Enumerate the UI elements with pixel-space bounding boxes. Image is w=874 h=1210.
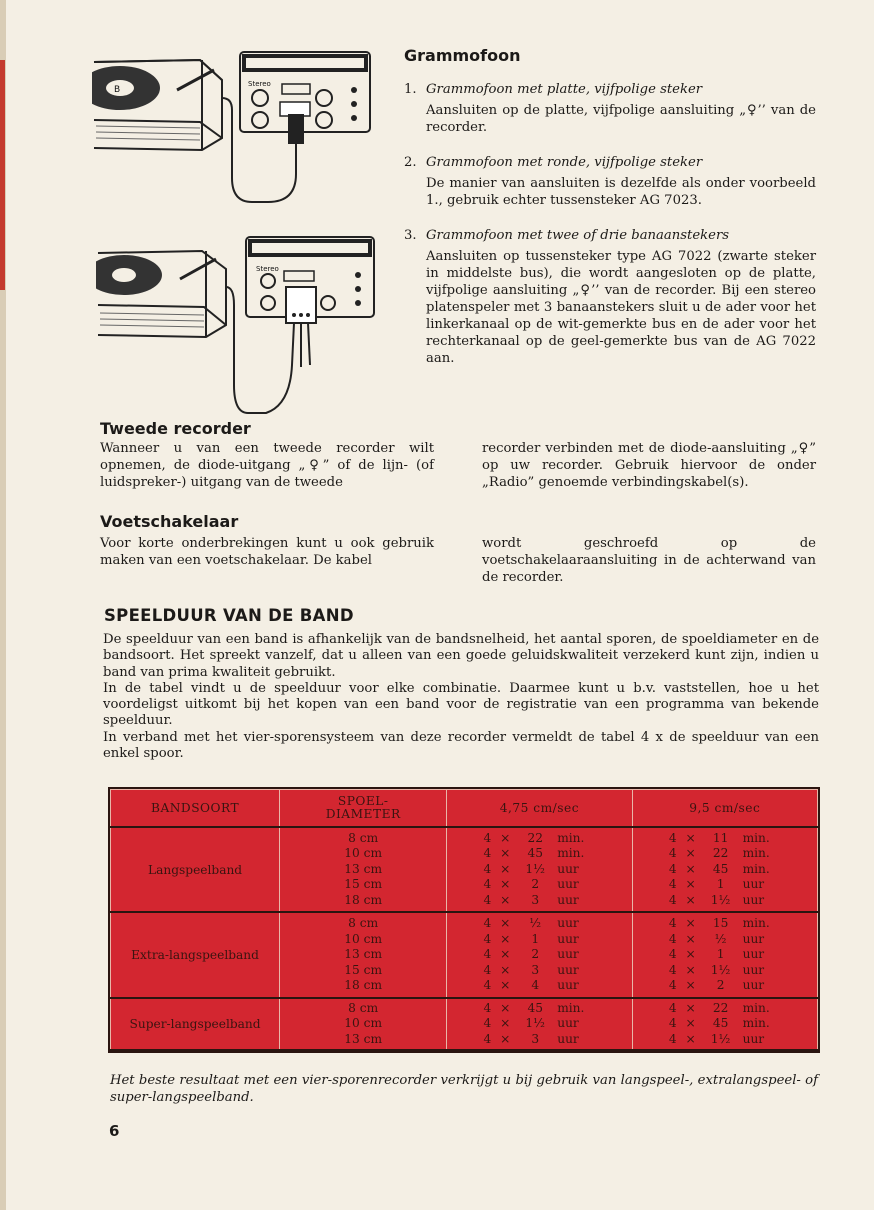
grammofoon-section xyxy=(404,46,816,385)
duration-part: 4 xyxy=(483,830,492,845)
duration-value xyxy=(637,893,813,909)
grammofoon-title: Grammofoon xyxy=(404,46,521,65)
tweede-recorder-title: Tweede recorder xyxy=(100,419,251,438)
duration-value xyxy=(637,1032,813,1048)
duration-value xyxy=(451,963,627,979)
diameter-value: 10 cm xyxy=(344,1016,383,1031)
duration-part: 4 xyxy=(668,916,677,931)
turntable-recorder-drawing-1 xyxy=(92,50,392,210)
duration-part: 4 xyxy=(668,962,677,977)
duration-part: 4 xyxy=(668,978,677,993)
duration-part: × xyxy=(685,931,696,946)
diameter-value: 8 cm xyxy=(348,1000,379,1015)
duration-part: uur xyxy=(742,877,765,892)
table-row xyxy=(111,912,818,997)
header-diameter xyxy=(280,790,447,828)
duration-part: 1 xyxy=(716,947,725,962)
duration-95-cell xyxy=(632,827,817,912)
duration-part: 2 xyxy=(531,947,540,962)
duration-part: 3 xyxy=(531,892,540,907)
duration-value xyxy=(637,862,813,878)
item-number: 1. xyxy=(404,82,417,97)
duration-part: 1 xyxy=(716,877,725,892)
speelduur-text xyxy=(103,632,819,762)
duration-part: uur xyxy=(557,1031,579,1046)
header-speed-475: 4,75 cm/sec xyxy=(447,790,632,828)
duration-part: 4 xyxy=(668,931,677,946)
duration-part: 22 xyxy=(712,846,729,861)
duration-part: 45 xyxy=(527,1000,543,1015)
duration-value xyxy=(451,846,627,862)
duration-part: 3 xyxy=(531,962,540,977)
duration-value xyxy=(451,877,627,893)
illustration-flat-plug xyxy=(92,50,392,210)
page-number: 6 xyxy=(109,1122,120,1140)
duration-part: 4 xyxy=(668,877,677,892)
duration-part: 4 xyxy=(668,846,677,861)
duration-value xyxy=(451,947,627,963)
duration-part: × xyxy=(500,830,511,845)
duration-part: 4 xyxy=(483,1031,492,1046)
duration-part: × xyxy=(685,846,696,861)
duration-value xyxy=(451,978,627,994)
duration-value xyxy=(637,1001,813,1017)
diameter-value: 15 cm xyxy=(344,877,383,892)
duration-part: 4 xyxy=(483,846,492,861)
duration-part: 4 xyxy=(668,1000,677,1015)
grammofoon-item-2 xyxy=(404,154,816,209)
diameter-value: 10 cm xyxy=(344,931,383,946)
grammofoon-item-3 xyxy=(404,227,816,367)
header-bandsoort: BANDSOORT xyxy=(111,790,280,828)
duration-value xyxy=(451,1016,627,1032)
duration-part: × xyxy=(500,1000,511,1015)
duration-part: 4 xyxy=(483,877,492,892)
duration-part: uur xyxy=(742,962,765,977)
item-title: Grammofoon met platte, vijfpolige steker xyxy=(426,82,703,97)
duration-part: uur xyxy=(557,1016,579,1031)
duration-part: × xyxy=(685,1016,696,1031)
voetschakelaar-text xyxy=(100,535,816,586)
tweede-col-2: recorder verbinden met de diode-aansluiting „♀” op uw recorder. Gebruik hiervoor de onder „Radio” genoemde verbindingskabel(s). xyxy=(482,441,816,490)
duration-part: × xyxy=(685,892,696,907)
duration-part: uur xyxy=(742,947,765,962)
duration-part: 22 xyxy=(527,830,543,845)
duration-part: × xyxy=(685,962,696,977)
duration-value xyxy=(637,831,813,847)
band-type-cell: Extra-langspeelband xyxy=(111,912,280,997)
duration-part: min. xyxy=(557,846,585,861)
duration-value xyxy=(451,862,627,878)
duration-part: min. xyxy=(742,861,770,876)
duration-part: × xyxy=(685,947,696,962)
diameter-value: 8 cm xyxy=(348,830,379,845)
duration-part: × xyxy=(500,1031,511,1046)
duration-475-cell xyxy=(447,827,632,912)
duration-part: × xyxy=(685,1000,696,1015)
diameter-value: 13 cm xyxy=(344,861,383,876)
duration-part: 2 xyxy=(531,877,540,892)
duration-part: 45 xyxy=(712,861,729,876)
diameter-cell xyxy=(280,998,447,1050)
stereo-label-2: Stereo xyxy=(256,265,279,273)
item-title: Grammofoon met twee of drie banaanstekers xyxy=(426,228,730,243)
duration-part: uur xyxy=(557,892,579,907)
duration-part: × xyxy=(500,916,511,931)
duration-part: min. xyxy=(742,916,770,931)
turntable-recorder-drawing-2 xyxy=(96,235,386,420)
duration-part: 4 xyxy=(668,830,677,845)
item-number: 3. xyxy=(404,228,417,243)
duration-part: × xyxy=(685,830,696,845)
duration-part: 45 xyxy=(712,1016,729,1031)
duration-part: uur xyxy=(557,962,579,977)
table-row xyxy=(111,827,818,912)
duration-part: uur xyxy=(557,978,579,993)
duration-475-cell xyxy=(447,998,632,1050)
duration-part: × xyxy=(500,892,511,907)
duration-part: 1½ xyxy=(710,892,731,907)
diameter-value: 13 cm xyxy=(344,947,383,962)
duration-part: 2 xyxy=(716,978,725,993)
duration-part: 4 xyxy=(668,892,677,907)
header-diameter-line2: DIAMETER xyxy=(325,807,401,821)
duration-95-cell xyxy=(632,912,817,997)
duration-value xyxy=(451,831,627,847)
diameter-value: 13 cm xyxy=(344,1031,383,1046)
speelduur-paragraph-2: In de tabel vindt u de speelduur voor elke combinatie. Daarmee kunt u b.v. vaststellen, hoe u het voordeligst uitkomt bij het kopen van een band voor de registratie van een programma van bekende speelduur. xyxy=(103,680,819,729)
duration-part: uur xyxy=(742,1031,765,1046)
duration-part: 1½ xyxy=(710,1031,731,1046)
duration-part: min. xyxy=(742,830,770,845)
item-body: Aansluiten op de platte, vijfpolige aansluiting „♀’’ van de recorder. xyxy=(426,103,816,135)
duration-part: × xyxy=(500,1016,511,1031)
duration-part: 4 xyxy=(483,1000,492,1015)
duration-part: 4 xyxy=(483,1016,492,1031)
duration-part: × xyxy=(500,861,511,876)
tweede-col-1: Wanneer u van een tweede recorder wilt opnemen, de diode-uitgang „♀” of de lijn- (of luidspreker-) uitgang van de tweede xyxy=(100,441,434,490)
duration-part: 4 xyxy=(668,947,677,962)
speelduur-table xyxy=(108,787,820,1053)
speelduur-paragraph-3: In verband met het vier-sporensysteem van deze recorder vermeldt de tabel 4 x de speelduur van een enkel spoor. xyxy=(103,729,819,762)
duration-part: × xyxy=(500,947,511,962)
svg-text:B: B xyxy=(114,85,121,95)
duration-part: uur xyxy=(557,861,579,876)
voet-col-2: wordt geschroefd op de voetschakelaaraansluiting in de achterwand van de recorder. xyxy=(482,536,816,585)
duration-value xyxy=(451,932,627,948)
diameter-value: 10 cm xyxy=(344,846,383,861)
duration-part: × xyxy=(500,978,511,993)
stereo-label-1: Stereo xyxy=(248,80,271,88)
speelduur-paragraph-1: De speelduur van een band is afhankelijk van de bandsnelheid, het aantal sporen, de spoeldiameter en de bandsoort. Het spreekt vanzelf, dat u alleen van een goede geluidskwaliteit verzekerd kunt zijn, indien u band van prima kwaliteit gebruikt. xyxy=(103,632,819,680)
voet-col-1: Voor korte onderbrekingen kunt u ook gebruik maken van een voetschakelaar. De kabel xyxy=(100,536,434,568)
grammofoon-item-1 xyxy=(404,81,816,136)
duration-value xyxy=(637,963,813,979)
duration-95-cell xyxy=(632,998,817,1050)
duration-part: min. xyxy=(557,830,585,845)
duration-part: uur xyxy=(742,931,765,946)
duration-part: 3 xyxy=(531,1031,540,1046)
item-title: Grammofoon met ronde, vijfpolige steker xyxy=(426,155,703,170)
duration-part: 1½ xyxy=(710,962,731,977)
duration-part: 4 xyxy=(483,931,492,946)
duration-part: 1½ xyxy=(525,861,545,876)
duration-part: 1½ xyxy=(525,1016,545,1031)
diameter-value: 15 cm xyxy=(344,962,383,977)
duration-part: × xyxy=(500,962,511,977)
diameter-cell xyxy=(280,912,447,997)
table-caption: Het beste resultaat met een vier-sporenrecorder verkrijgt u bij gebruik van langspeel-, extralangspeel- of super-langspeelband. xyxy=(110,1073,818,1105)
duration-value xyxy=(451,893,627,909)
duration-part: 4 xyxy=(531,978,540,993)
header-speed-95: 9,5 cm/sec xyxy=(632,790,817,828)
table-row xyxy=(111,998,818,1050)
duration-value xyxy=(637,947,813,963)
duration-part: 4 xyxy=(483,947,492,962)
duration-part: × xyxy=(685,978,696,993)
duration-value xyxy=(637,916,813,932)
duration-part: 4 xyxy=(483,892,492,907)
band-type-cell: Langspeelband xyxy=(111,827,280,912)
duration-475-cell xyxy=(447,912,632,997)
duration-part: 11 xyxy=(712,830,729,845)
header-diameter-line1: SPOEL- xyxy=(337,794,389,808)
illustration-banana-plugs xyxy=(96,235,386,420)
duration-part: ½ xyxy=(529,916,542,931)
duration-value xyxy=(637,932,813,948)
diameter-value: 8 cm xyxy=(348,916,379,931)
item-body: Aansluiten op tussensteker type AG 7022 (zwarte steker in middelste bus), die wordt aangesloten op de platte, vijfpolige aansluiting „♀’’ van de recorder. Bij een stereo platenspeler met 3 banaanstekers sluit u de ader voor het linkerkanaal op de wit-gemerkte bus en de ader voor het rechterkanaal op de geel-gemerkte bus van de AG 7022 aan. xyxy=(426,249,816,366)
diameter-value: 18 cm xyxy=(344,892,383,907)
duration-part: 4 xyxy=(668,861,677,876)
item-body: De manier van aansluiten is dezelfde als onder voorbeeld 1., gebruik echter tussensteker AG 7023. xyxy=(426,176,816,208)
duration-part: 4 xyxy=(483,916,492,931)
table-header-row xyxy=(111,790,818,828)
duration-part: 1 xyxy=(531,931,540,946)
duration-value xyxy=(637,846,813,862)
duration-part: min. xyxy=(742,1016,770,1031)
duration-part: uur xyxy=(557,931,579,946)
duration-part: 4 xyxy=(668,1016,677,1031)
duration-part: × xyxy=(685,877,696,892)
duration-part: uur xyxy=(742,892,765,907)
duration-part: 4 xyxy=(483,978,492,993)
duration-value xyxy=(637,978,813,994)
duration-part: 45 xyxy=(527,846,543,861)
duration-part: × xyxy=(500,846,511,861)
diameter-value: 18 cm xyxy=(344,978,383,993)
duration-part: uur xyxy=(557,877,579,892)
duration-part: × xyxy=(500,931,511,946)
duration-value xyxy=(637,1016,813,1032)
duration-value xyxy=(451,916,627,932)
duration-value xyxy=(451,1032,627,1048)
duration-part: 4 xyxy=(668,1031,677,1046)
duration-part: 4 xyxy=(483,861,492,876)
duration-value xyxy=(637,877,813,893)
duration-part: uur xyxy=(557,947,579,962)
band-type-cell: Super-langspeelband xyxy=(111,998,280,1050)
tweede-recorder-text xyxy=(100,440,816,491)
diameter-cell xyxy=(280,827,447,912)
duration-part: uur xyxy=(557,916,579,931)
duration-value xyxy=(451,1001,627,1017)
duration-part: 15 xyxy=(712,916,729,931)
duration-part: uur xyxy=(742,978,765,993)
voetschakelaar-title: Voetschakelaar xyxy=(100,512,239,531)
duration-part: min. xyxy=(742,846,770,861)
duration-part: 4 xyxy=(483,962,492,977)
duration-part: 22 xyxy=(712,1000,729,1015)
duration-part: × xyxy=(685,861,696,876)
duration-part: ½ xyxy=(714,931,727,946)
red-cover-edge xyxy=(0,60,5,290)
duration-part: × xyxy=(685,916,696,931)
duration-part: × xyxy=(685,1031,696,1046)
item-number: 2. xyxy=(404,155,417,170)
speelduur-table-grid xyxy=(110,789,818,1051)
speelduur-title: SPEELDUUR VAN DE BAND xyxy=(104,606,354,625)
duration-part: min. xyxy=(557,1000,585,1015)
duration-part: min. xyxy=(742,1000,770,1015)
duration-part: × xyxy=(500,877,511,892)
